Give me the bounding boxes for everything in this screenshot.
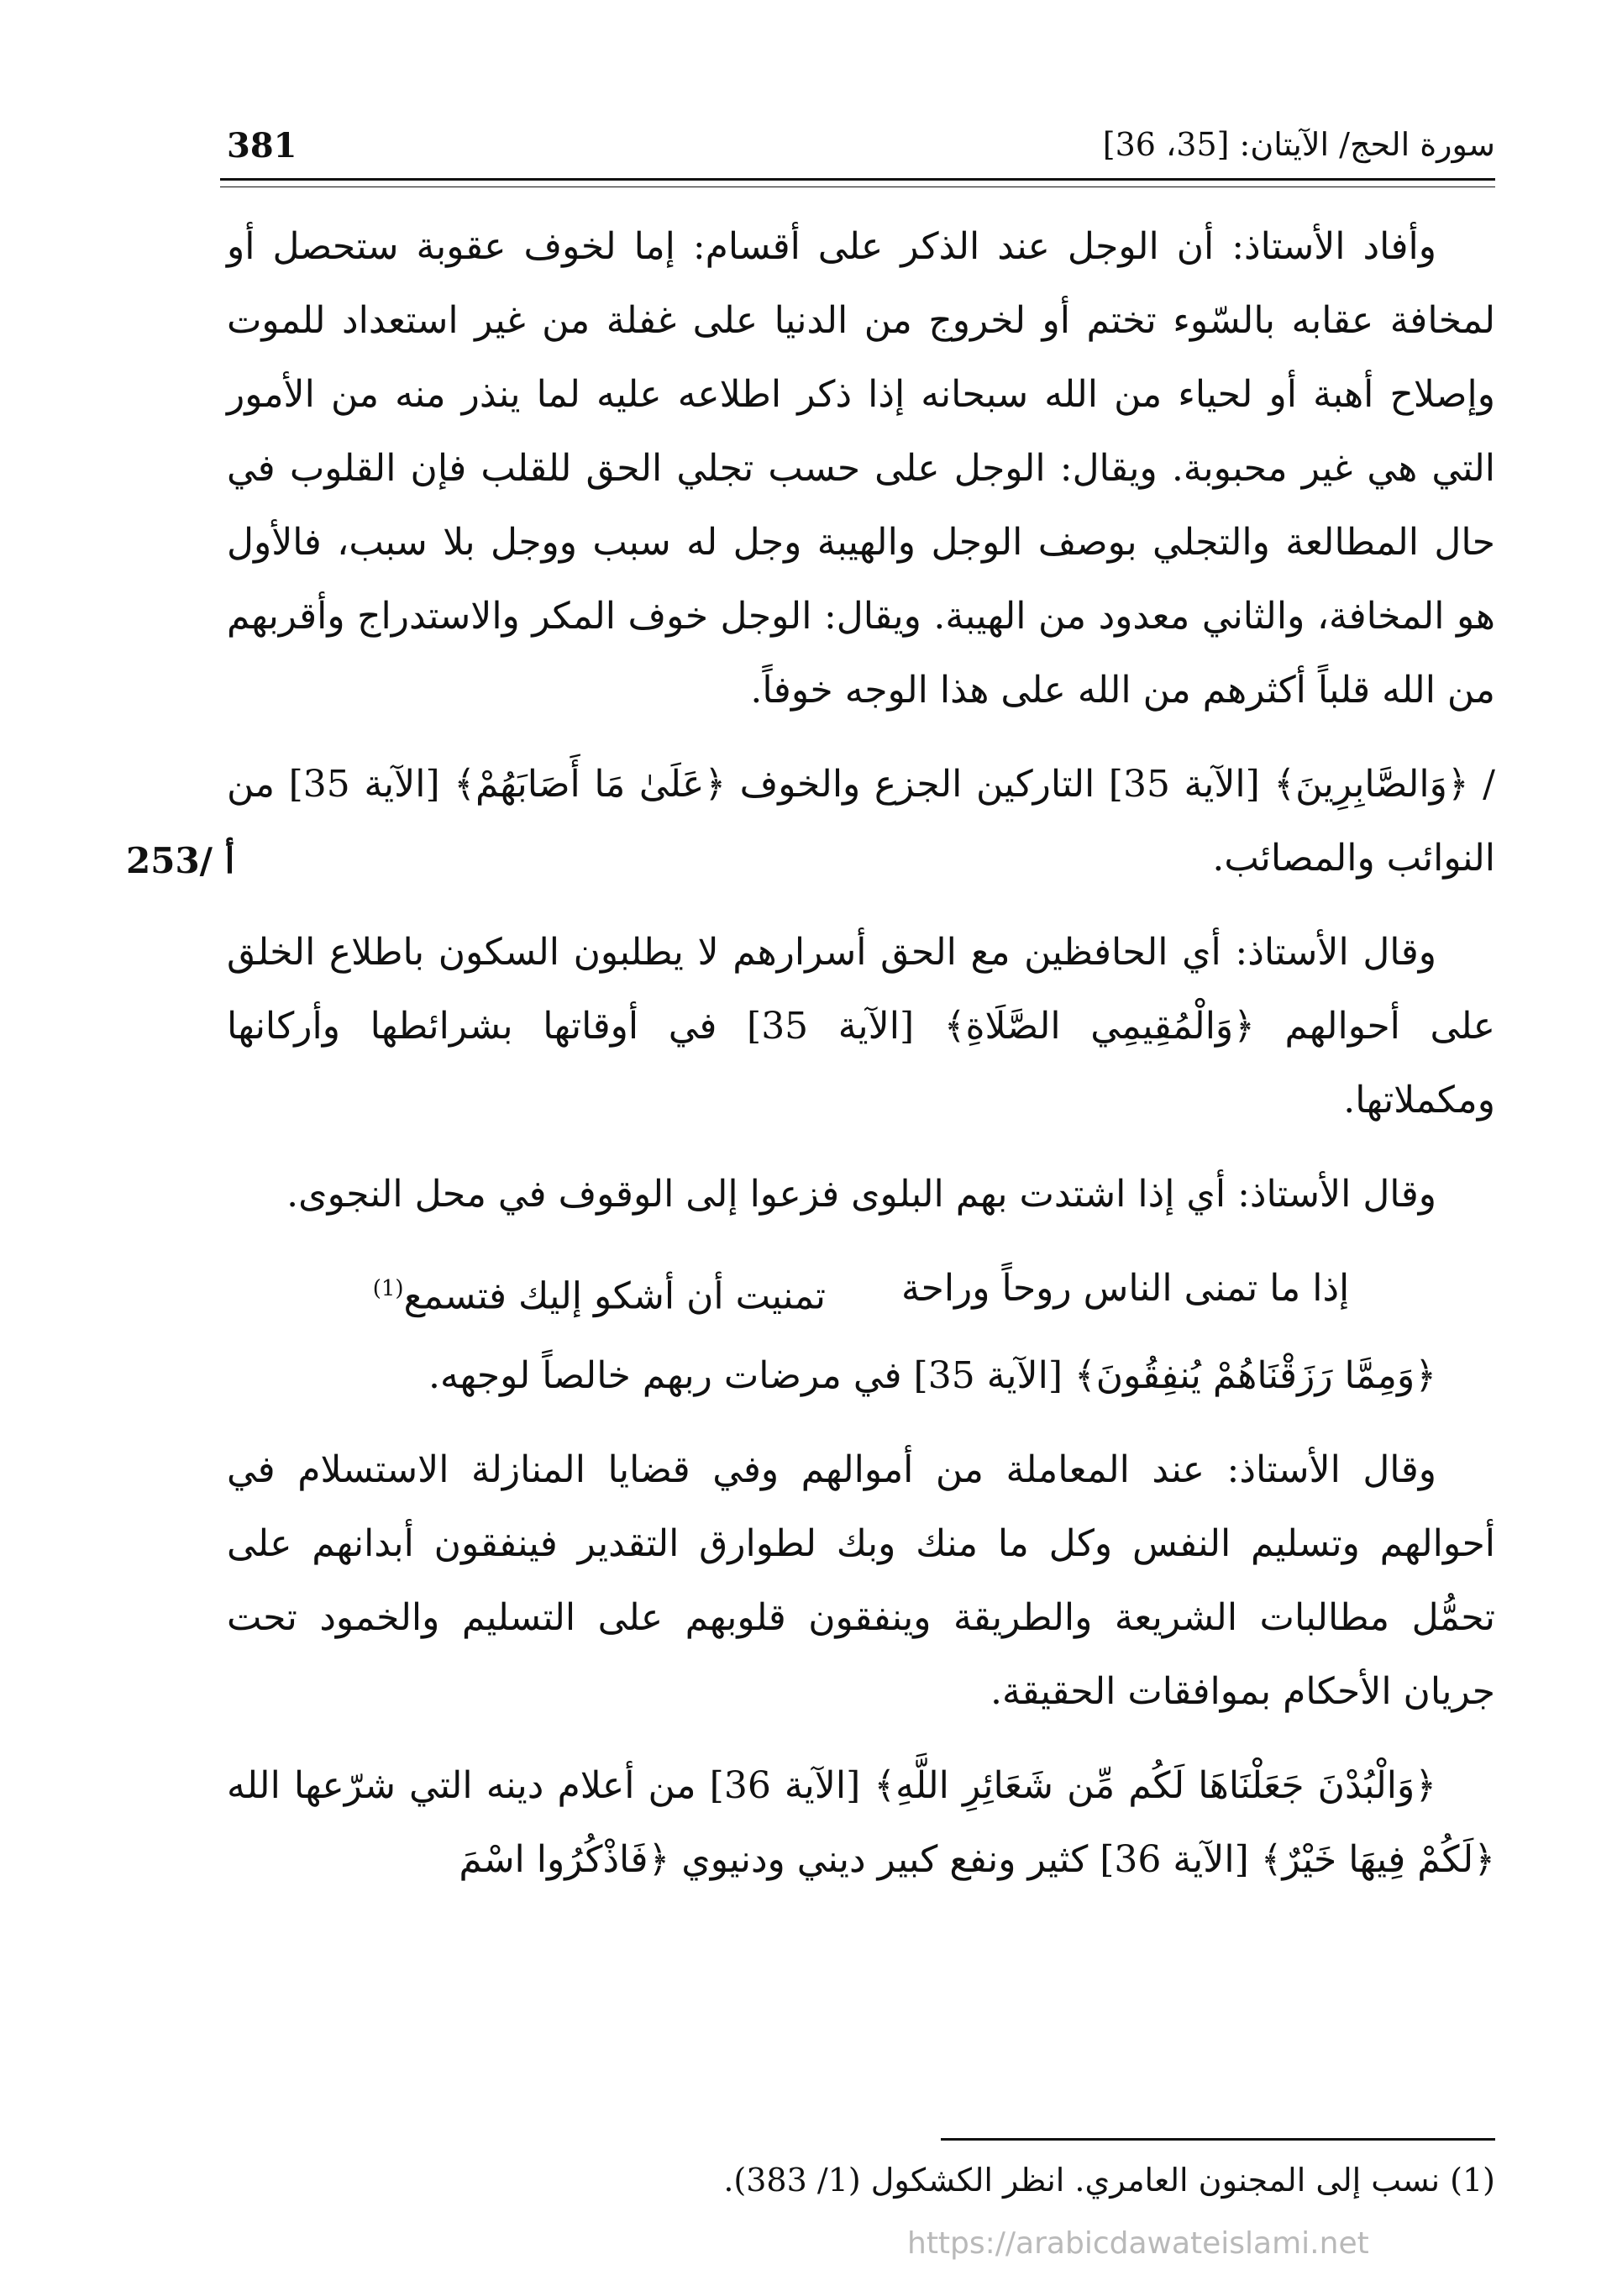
watermark-url: https://arabicdawateislami.net	[907, 2226, 1369, 2261]
paragraph: وقال الأستاذ: أي الحافظين مع الحق أسرارهم لا يطلبون السكون باطلاع الخلق على أحوالهم ﴿وَالْمُقِيمِي الصَّلَاةِ﴾ [الآية 35] في أوقاتها بشرائطها وأركانها ومكملاتها.	[227, 931, 1496, 1122]
manuscript-folio-marker: 253/ أ	[126, 840, 235, 881]
poem-hemistich-left-text: تمنيت أن أشكو إليك فتسمع	[403, 1274, 827, 1318]
paragraph: ﴿وَالْبُدْنَ جَعَلْنَاهَا لَكُم مِّن شَعَائِرِ اللَّهِ﴾ [الآية 36] من أعلام دينه التي شرّعها الله ﴿لَكُمْ فِيهَا خَيْرٌ﴾ [الآية 36] كثير ونفع كبير ديني ودنيوي ﴿فَاذْكُرُوا اسْمَ	[227, 1763, 1495, 1881]
paragraph: وقال الأستاذ: عند المعاملة من أموالهم وفي قضايا المنازلة الاستسلام في أحوالهم وتسليم النفس وكل ما منك وبك لطوارق التقدير فينفقون أبدانهم على تحمُّل مطالبات الشريعة والطريقة وينفقون قلوبهم على التسليم والخمود تحت جريان الأحكام بموافقات الحقيقة.	[227, 1447, 1495, 1713]
footnote-rule	[941, 2138, 1495, 2141]
poem-hemistich-right: إذا ما تمنى الناس روحاً وراحة	[901, 1267, 1350, 1310]
page-number: 381	[227, 126, 297, 166]
poem-hemistich-left	[373, 1252, 826, 1334]
paragraph: ﴿وَمِمَّا رَزَقْنَاهُمْ يُنفِقُونَ﴾ [الآية 35] في مرضات ربهم خالصاً لوجهه.	[428, 1353, 1436, 1397]
header-rule	[220, 178, 1495, 181]
footnote-reference: (1)	[372, 1276, 404, 1301]
poem-verse	[227, 1252, 1495, 1334]
main-text	[227, 210, 1495, 1917]
page-header	[227, 126, 1495, 176]
footnote: (1) نسب إلى المجنون العامري. انظر الكشكول (1/ 383).	[723, 2162, 1495, 2199]
running-title: سورة الحج/ الآيتان: [35، 36]	[1102, 126, 1495, 163]
paragraph: وأفاد الأستاذ: أن الوجل عند الذكر على أقسام: إما لخوف عقوبة ستحصل أو لمخافة عقابه بالسّوء تختم أو لخروج من الدنيا على غفلة من غير استعداد للموت وإصلاح أهبة أو لحياء من الله سبحانه إذا ذكر اطلاعه عليه لما ينذر منه من الأمور التي هي غير محبوبة. ويقال: الوجل على حسب تجلي الحق للقلب فإن القلوب في حال المطالعة والتجلي بوصف الوجل والهيبة وجل له سبب ووجل بلا سبب، فالأول هو المخافة، والثاني معدود من الهيبة. ويقال: الوجل خوف المكر والاستدراج وأقربهم من الله قلباً أكثرهم من الله على هذا الوجه خوفاً.	[227, 225, 1495, 712]
paragraph: / ﴿وَالصَّابِرِينَ﴾ [الآية 35] التاركين الجزع والخوف ﴿عَلَىٰ مَا أَصَابَهُمْ﴾ [الآية 35] من النوائب والمصائب.	[227, 763, 1496, 880]
paragraph: وقال الأستاذ: أي إذا اشتدت بهم البلوى فزعوا إلى الوقوف في محل النجوى.	[286, 1173, 1436, 1216]
